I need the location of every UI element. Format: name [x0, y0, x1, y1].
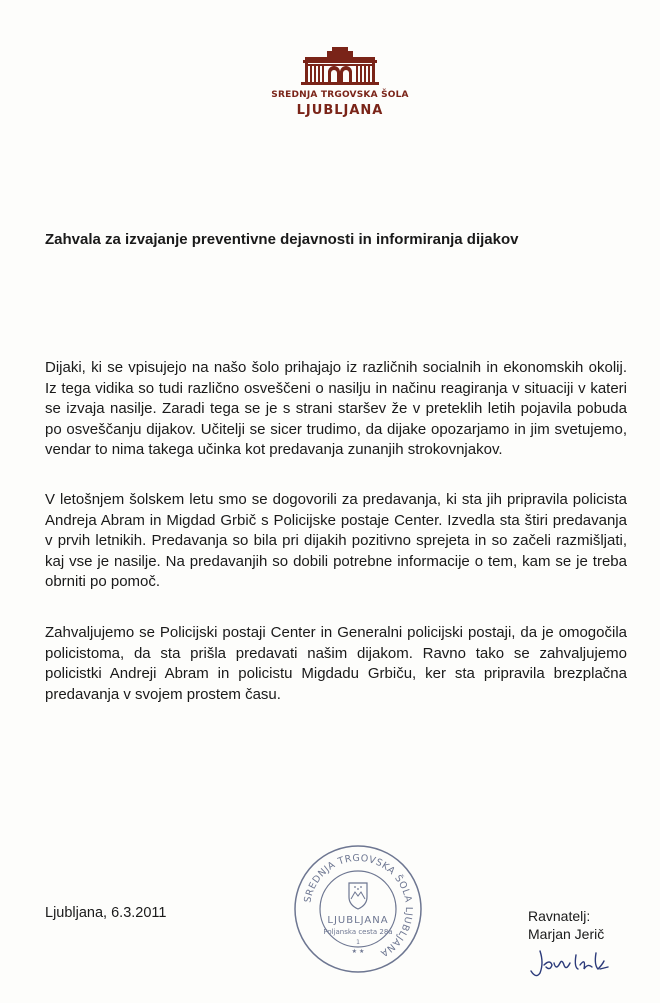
stamp-ring-text: SREDNJA TRGOVSKA ŠOLA LJUBLJANA [302, 852, 415, 959]
school-name: SREDNJA TRGOVSKA ŠOLA [271, 90, 409, 100]
paragraph-3: Zahvaljujemo se Policijski postaji Center in Generalni policijski postaji, da je omogočila policistoma, da sta prišla predavati našim dijakom. Ravno tako se zahvaljujemo policistki Andreji Abram in policistu Migdadu Grbiču, ker sta pripravila brezplačna predavanja v svojem prostem času. [45, 624, 627, 703]
building-icon [299, 46, 381, 86]
paragraph-2: V letošnjem šolskem letu smo se dogovorili za predavanja, ki sta jih pripravila policista Andreja Abram in Migdad Grbič s Policijske postaje Center. Izvedla sta štiri predavanja v prvih letnikih. Predavanja so bila pri dijakih pozitivno sprejeta in so začeli razmišljati, kaj vse je nasilje. Na predavanjih so dobili potrebne informacije o tem, kam se je treba obrniti po pomoč. [45, 491, 627, 590]
handwritten-signature [528, 945, 612, 981]
school-stamp [292, 843, 424, 975]
signature-block [528, 907, 604, 943]
school-logo [270, 46, 410, 118]
stamp-address: Poljanska cesta 28a [323, 928, 393, 936]
date-line: Ljubljana, 6.3.2011 [45, 905, 167, 921]
stamp-number: 1 [356, 939, 360, 946]
paragraph-1: Dijaki, ki se vpisujejo na našo šolo prihajajo iz različnih socialnih in ekonomskih okolij. Iz tega vidika so tudi različno osveščeni o nasilju in načinu reagiranja v situaciji v kateri se izvaja nasilje. Zaradi tega se je s strani staršev že v preteklih letih pojavila pobuda po osveščanju dijakov. Učitelji se sicer trudimo, da dijake opozarjamo in jim svetujemo, vendar to nima takega učinka kot predavanja zunanjih strokovnjakov. [45, 359, 627, 458]
stamp-stars: ★ ★ [351, 948, 365, 955]
stamp-city: LJUBLJANA [327, 915, 389, 926]
signatory-name: Marjan Jerič [528, 926, 605, 942]
letter-title: Zahvala za izvajanje preventivne dejavnosti in informiranja dijakov [45, 231, 519, 248]
coat-of-arms-icon [349, 883, 367, 909]
signatory-role: Ravnatelj: [528, 908, 591, 924]
school-city: LJUBLJANA [296, 103, 384, 118]
